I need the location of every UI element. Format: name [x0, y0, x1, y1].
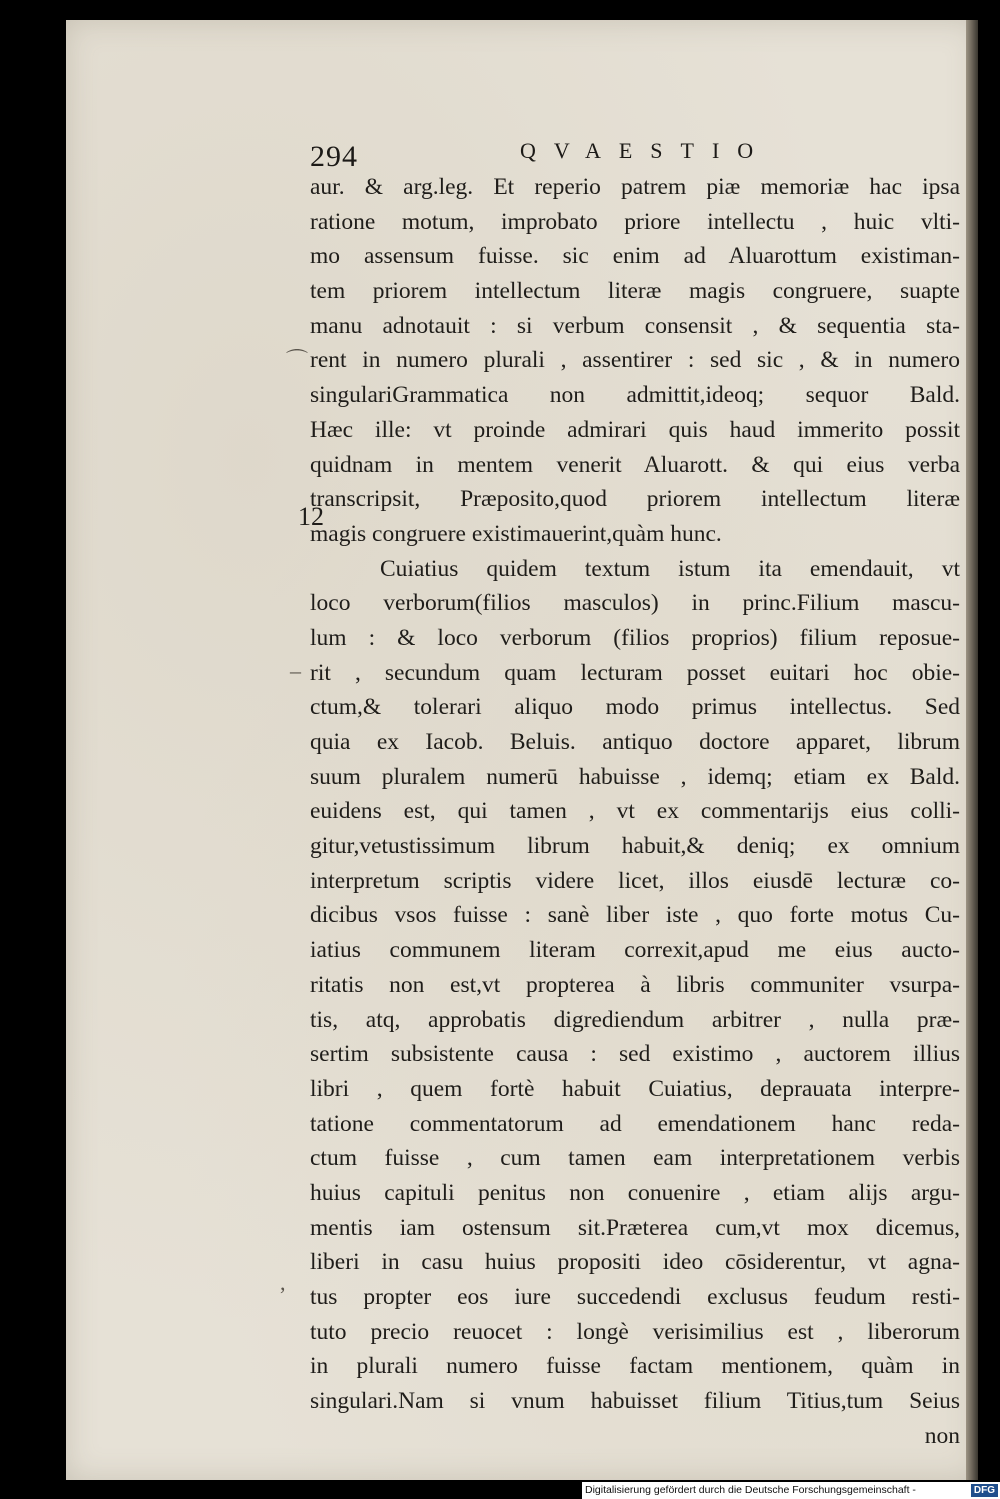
text-line: quia ex Iacob. Beluis. antiquo doctore apparet, librum: [310, 729, 960, 755]
text-line: ratione motum, improbato priore intellectu , huic vlti-: [310, 208, 960, 235]
margin-mark-icon: ⌒: [286, 348, 309, 373]
text-line: sertim subsistente causa : sed existimo , auctorem illius: [310, 1041, 960, 1068]
text-line: ctum fuisse , cum tamen eam interpretationem verbis: [310, 1145, 960, 1172]
margin-mark-icon: –: [290, 658, 301, 683]
text-line: tis, atq, approbatis digrediendum arbitrer , nulla præ-: [310, 1006, 960, 1033]
text-line: ctum,& tolerari aliquo modo primus intellectus. Sed: [310, 694, 960, 721]
text-line: rent in numero plurali , assentirer : sed sic , & in numero: [310, 347, 960, 374]
text-line: iatius communem literam correxit,apud me eius aucto-: [310, 937, 960, 964]
text-line: quidnam in mentem venerit Aluarott. & qui eius verba: [310, 451, 960, 478]
footer-credit: Digitalisierung gefördert durch die Deutsche Forschungsgemeinschaft -: [585, 1484, 916, 1496]
dfg-logo: DFG: [971, 1484, 998, 1497]
running-head: [310, 136, 950, 172]
page-number: 294: [310, 140, 358, 173]
text-line: in plurali numero fuisse factam mentionem, quàm in: [310, 1353, 960, 1380]
text-line: interpretum scriptis videre licet, illos eiusdē lecturæ co-: [310, 867, 960, 894]
text-line: ritatis non est,vt propterea à libris communiter vsurpa-: [310, 971, 960, 998]
text-line: manu adnotauit : si verbum consensit , & sequentia sta-: [310, 312, 960, 339]
digitization-footer: [582, 1482, 1000, 1499]
body-text: [310, 170, 960, 1453]
text-line: libri , quem fortè habuit Cuiatius, deprauata interpre-: [310, 1075, 960, 1102]
text-line: Hæc ille: vt proinde admirari quis haud immerito possit: [310, 416, 960, 443]
text-line: Cuiatius quidem textum istum ita emendauit, vt: [380, 555, 960, 582]
text-line: dicibus vsos fuisse : sanè liber iste , quo forte motus Cu-: [310, 902, 960, 929]
text-line: tuto precio reuocet : longè verisimilius est , liberorum: [310, 1318, 960, 1345]
text-line: huius capituli penitus non conuenire , etiam alijs argu-: [310, 1179, 960, 1206]
text-line: rit , secundum quam lecturam posset euitari hoc obie-: [310, 659, 960, 686]
text-line: tatione commentatorum ad emendationem hanc reda-: [310, 1110, 960, 1137]
text-line: tus propter eos iure succedendi exclusus feudum resti-: [310, 1284, 960, 1310]
text-line: loco verborum(filios masculos) in princ.Filium mascu-: [310, 590, 960, 617]
text-line: liberi in casu huius propositi ideo cōsiderentur, vt agna-: [310, 1249, 960, 1276]
text-line: singulariGrammatica non admittit,ideoq; sequor Bald.: [310, 382, 960, 409]
text-line: tem priorem intellectum literæ magis congruere, suapte: [310, 278, 960, 305]
text-line: mo assensum fuisse. sic enim ad Aluarottum existiman-: [310, 243, 960, 270]
text-line: gitur,vetustissimum librum habuit,& deniq; ex omnium: [310, 833, 960, 860]
running-title: QVAESTIO: [520, 138, 772, 163]
text-line: lum : & loco verborum (filios proprios) filium reposue-: [310, 624, 960, 651]
text-line: euidens est, qui tamen , vt ex commentarijs eius colli-: [310, 798, 960, 825]
catchword: non: [924, 1422, 960, 1449]
page-edge-shadow: [966, 20, 978, 1480]
text-line: magis congruere existimauerint,quàm hunc.: [310, 520, 722, 547]
section-number: 12: [298, 502, 324, 531]
text-line: singulari.Nam si vnum habuisset filium Titius,tum Seius: [310, 1388, 960, 1415]
text-line: mentis iam ostensum sit.Præterea cum,vt mox dicemus,: [310, 1214, 960, 1241]
text-line: suum pluralem numerū habuisse , idemq; etiam ex Bald.: [310, 763, 960, 790]
margin-mark-icon: ,: [280, 1270, 286, 1295]
text-line: aur. & arg.leg. Et reperio patrem piæ memoriæ hac ipsa: [310, 174, 960, 200]
text-line: transcripsit, Præposito,quod priorem intellectum literæ: [310, 486, 960, 513]
